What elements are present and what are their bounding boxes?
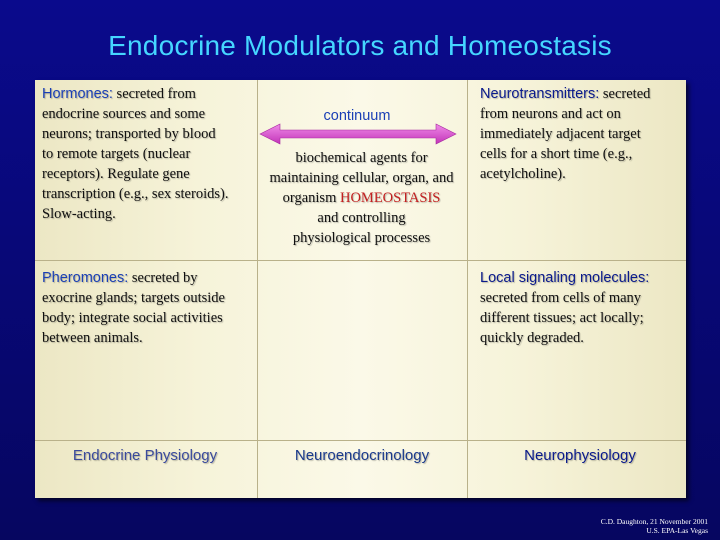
continuum-organism: organism [282,190,337,206]
neurotransmitters-line-3: cells for a short time (e.g., [480,146,633,162]
slide-title: Endocrine Modulators and Homeostasis [108,30,612,61]
hormones-line-6: Slow-acting. [42,206,116,222]
hormones-line-4: receptors). Regulate gene [42,166,190,182]
local-signaling-block [480,268,690,348]
continuum-line-1: maintaining cellular, organ, and [269,170,454,186]
neurotransmitters-heading: Neurotransmitters: [480,86,600,102]
continuum-description [254,148,469,248]
double-arrow-icon [258,122,458,146]
footer-neurophysiology: Neurophysiology [524,447,636,464]
pheromones-line-2: body; integrate social activities [42,310,223,326]
hormones-line-0: secreted from [116,86,196,102]
local-line-2: quickly degraded. [480,330,584,346]
pheromones-line-1: exocrine glands; targets outside [42,290,225,306]
credit-line-1: C.D. Daughton, 21 November 2001 [600,517,708,526]
footer-neuroendocrinology: Neuroendocrinology [294,447,430,464]
hormones-heading: Hormones: [42,86,113,102]
continuum-line-0: biochemical agents for [295,150,428,166]
credit-line-2: U.S. EPA-Las Vegas [646,526,708,535]
neurotransmitters-line-0: secreted [602,86,651,102]
hormones-line-2: neurons; transported by blood [42,126,216,142]
divider-top [35,260,686,261]
neurotransmitters-line-4: acetylcholine). [480,166,566,182]
divider-bottom [35,440,686,441]
hormones-line-5: transcription (e.g., sex steroids). [42,186,229,202]
continuum-line-3: physiological processes [292,230,431,246]
hormones-block [42,84,262,224]
neurotransmitters-line-1: from neurons and act on [480,106,621,122]
pheromones-heading: Pheromones: [42,270,129,286]
local-signaling-heading: Local signaling molecules: [480,270,650,286]
footer-endocrine-physiology: Endocrine Physiology [72,447,218,464]
neurotransmitters-block [480,84,690,184]
divider-right [467,80,468,498]
pheromones-line-3: between animals. [42,330,143,346]
pheromones-line-0: secreted by [131,270,198,286]
pheromones-block [42,268,257,348]
credit-text [601,517,708,535]
hormones-line-1: endocrine sources and some [42,106,206,122]
continuum-line-2: and controlling [317,210,406,226]
local-line-0: secreted from cells of many [480,290,642,306]
continuum-label: continuum [323,108,391,124]
hormones-line-3: to remote targets (nuclear [42,146,191,162]
neurotransmitters-line-2: immediately adjacent target [480,126,641,142]
homeostasis-word: HOMEOSTASIS [339,190,441,206]
local-line-1: different tissues; act locally; [480,310,644,326]
